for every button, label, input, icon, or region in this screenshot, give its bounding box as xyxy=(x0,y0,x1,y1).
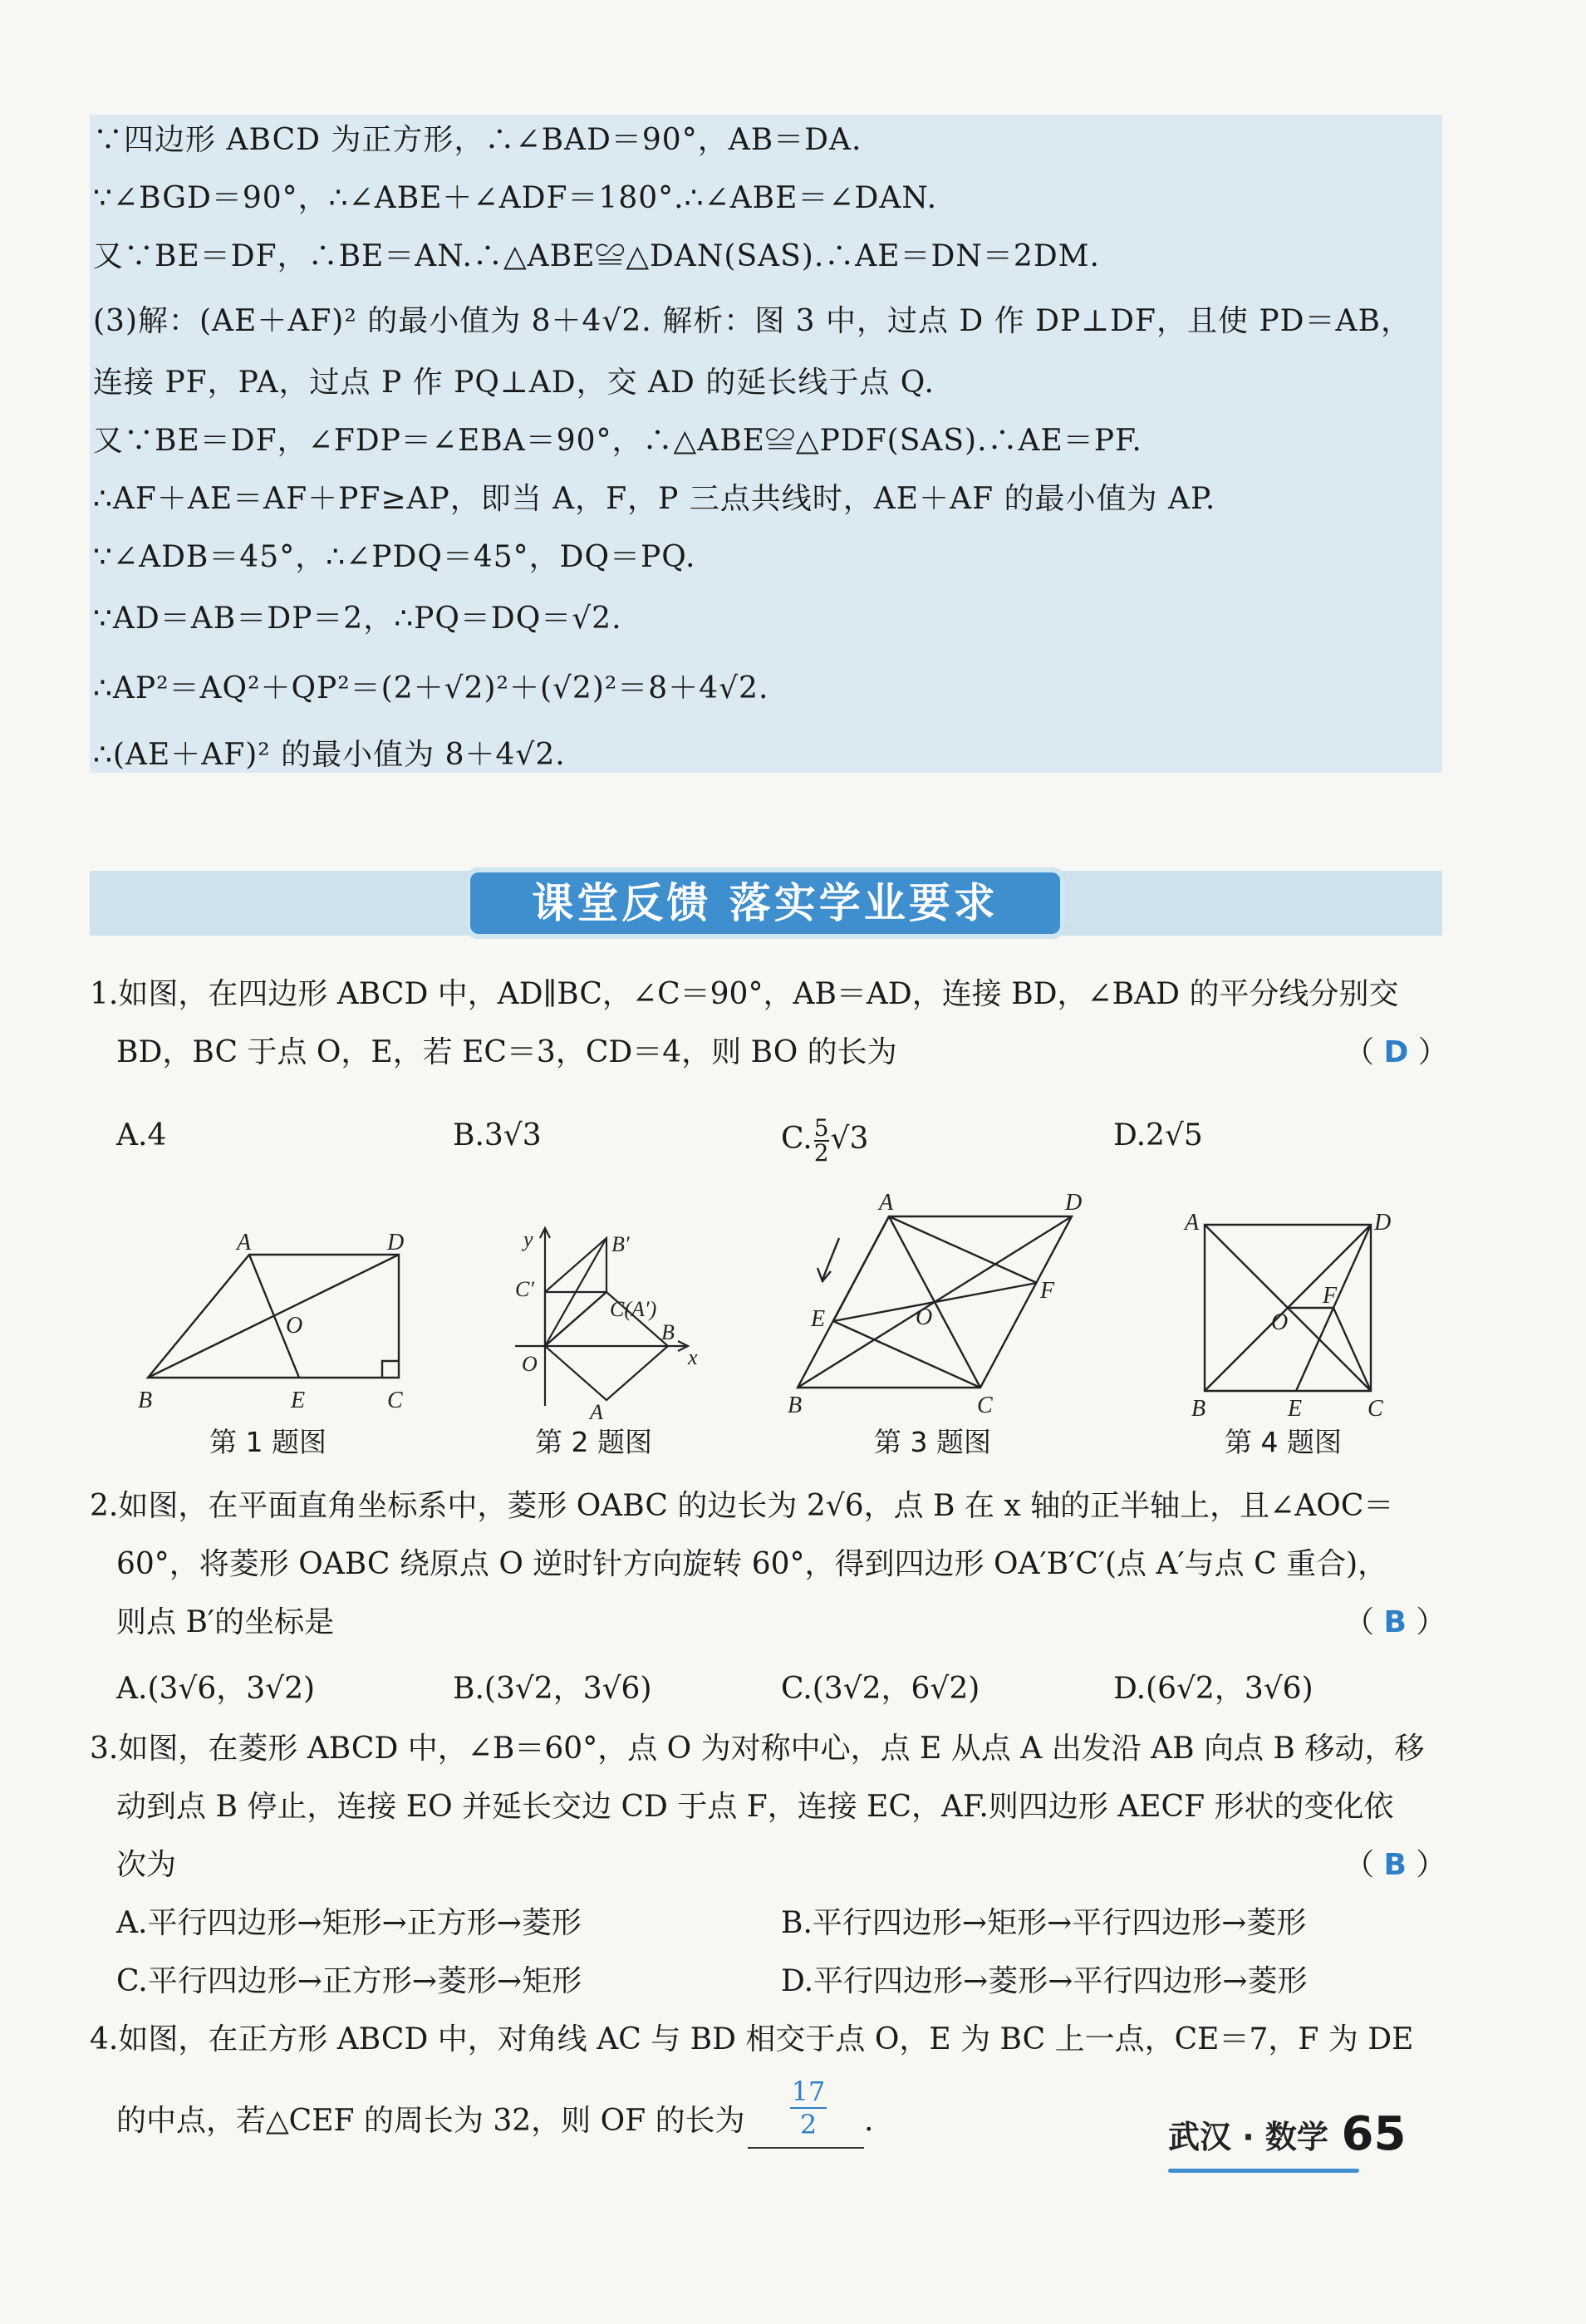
q4-answer-den: 2 xyxy=(799,2109,818,2140)
q1-option-c-fraction xyxy=(813,1114,829,1167)
q4-line2: 的中点，若△CEF 的周长为 32，则 OF 的长为 xyxy=(116,2104,745,2138)
fig3-label-b: B xyxy=(788,1393,803,1418)
fig1-label-o: O xyxy=(286,1313,303,1339)
solution-line: ∵∠BGD＝90°，∴∠ABE＋∠ADF＝180°.∴∠ABE＝∠DAN. xyxy=(93,181,938,215)
q3-answer-value: B xyxy=(1383,1848,1407,1882)
q1-option-a: A.4 xyxy=(116,1118,167,1152)
solution-line: 又∵BE＝DF，∠FDP＝∠EBA＝90°，∴△ABE≌△PDF(SAS).∴AE＝PF. xyxy=(93,424,1142,458)
fig2-label-x: x xyxy=(688,1345,698,1369)
fig3-label-d: D xyxy=(1065,1190,1083,1216)
q2-option-a: A.(3√6，3√2) xyxy=(116,1672,316,1706)
q3-option-a: A.平行四边形→矩形→正方形→菱形 xyxy=(116,1906,582,1940)
q2-line1: 2.如图，在平面直角坐标系中，菱形 OABC 的边长为 2√6，点 B 在 x 轴的正半轴上，且∠AOC＝ xyxy=(90,1489,1394,1523)
q4-answer-blank xyxy=(748,2147,864,2149)
figure-1-caption: 第 1 题图 xyxy=(209,1426,327,1458)
q1-line1: 1.如图，在四边形 ABCD 中，AD∥BC，∠C＝90°，AB＝AD，连接 BD，∠BAD 的平分线分别交 xyxy=(90,977,1399,1011)
fig3-label-c: C xyxy=(977,1393,993,1418)
solution-line: ∴(AE＋AF)² 的最小值为 8＋4√2. xyxy=(93,738,566,772)
q1-option-c-den: 2 xyxy=(813,1139,829,1167)
page-footer xyxy=(1168,2107,1406,2161)
fig2-label-o: O xyxy=(522,1352,538,1376)
q3-answer: （ B ） xyxy=(1344,1848,1446,1882)
q1-answer-value: D xyxy=(1383,1035,1409,1069)
fig4-label-a: A xyxy=(1185,1210,1200,1236)
q1-option-c-tail: √3 xyxy=(830,1122,869,1156)
fig1-label-a: A xyxy=(237,1230,252,1255)
fig1-label-d: D xyxy=(387,1230,405,1255)
q3-option-c: C.平行四边形→正方形→菱形→矩形 xyxy=(116,1964,582,1998)
fig3-label-o: O xyxy=(916,1304,933,1330)
fig1-label-b: B xyxy=(138,1388,153,1413)
fig2-label-a: A xyxy=(590,1400,603,1421)
q1-option-c-num: 5 xyxy=(813,1114,829,1142)
fig2-label-y: y xyxy=(523,1227,533,1251)
footer-underline xyxy=(1168,2169,1359,2173)
fig1-label-c: C xyxy=(387,1388,403,1413)
fig2-label-b-prime: B′ xyxy=(611,1232,630,1256)
figure-4-caption: 第 4 题图 xyxy=(1225,1426,1342,1458)
q4-line1: 4.如图，在正方形 ABCD 中，对角线 AC 与 BD 相交于点 O，E 为 BC 上一点，CE＝7，F 为 DE xyxy=(90,2022,1414,2056)
q1-option-c xyxy=(781,1114,869,1167)
q3-option-b: B.平行四边形→矩形→平行四边形→菱形 xyxy=(781,1906,1307,1940)
fig2-label-b: B xyxy=(661,1320,675,1344)
q3-line1: 3.如图，在菱形 ABCD 中，∠B＝60°，点 O 为对称中心，点 E 从点 A 出发沿 AB 向点 B 移动，移 xyxy=(90,1732,1425,1766)
q3-line3: 次为 xyxy=(116,1848,177,1882)
fig4-label-d: D xyxy=(1374,1210,1392,1236)
figure-2-caption: 第 2 题图 xyxy=(535,1426,652,1458)
q2-line2: 60°，将菱形 OABC 绕原点 O 逆时针方向旋转 60°，得到四边形 OA′B′C′(点 A′与点 C 重合)， xyxy=(116,1547,1388,1581)
page-number: 65 xyxy=(1341,2107,1407,2161)
q1-answer: （ D ） xyxy=(1344,1035,1448,1069)
q2-option-b: B.(3√2，3√6) xyxy=(453,1672,652,1706)
q2-answer-value: B xyxy=(1383,1605,1407,1639)
section-banner: 课堂反馈 落实学业要求 xyxy=(465,867,1065,939)
solution-line: ∵∠ADB＝45°，∴∠PDQ＝45°，DQ＝PQ. xyxy=(93,540,696,574)
q1-option-b: B.3√3 xyxy=(453,1118,542,1152)
q4-tail: . xyxy=(864,2104,874,2138)
fig4-label-c: C xyxy=(1367,1396,1383,1421)
fig2-label-c-a-prime: C(A′) xyxy=(610,1297,657,1321)
solution-line: 连接 PF，PA，过点 P 作 PQ⊥AD，交 AD 的延长线于点 Q. xyxy=(93,366,935,400)
figure-3-caption: 第 3 题图 xyxy=(874,1426,991,1458)
solution-line: ∵四边形 ABCD 为正方形，∴∠BAD＝90°，AB＝DA. xyxy=(93,123,862,157)
fig4-label-b: B xyxy=(1191,1396,1206,1421)
footer-book: 武汉 · 数学 xyxy=(1168,2119,1328,2155)
figure-4 xyxy=(1180,1205,1404,1421)
q1-line2: BD，BC 于点 O，E，若 EC＝3，CD＝4，则 BO 的长为 xyxy=(116,1035,897,1069)
q2-option-c: C.(3√2，6√2) xyxy=(781,1672,980,1706)
fig3-label-e: E xyxy=(811,1306,826,1332)
fig2-label-c-prime: C′ xyxy=(515,1277,535,1301)
q4-answer-num: 17 xyxy=(791,2076,826,2107)
q1-option-d: D.2√5 xyxy=(1113,1118,1203,1152)
fig4-label-o: O xyxy=(1271,1309,1289,1335)
figure-1 xyxy=(133,1221,432,1421)
solution-line: ∴AF＋AE＝AF＋PF≥AP，即当 A，F，P 三点共线时，AE＋AF 的最小值为 AP. xyxy=(93,482,1216,516)
q2-line3: 则点 B′的坐标是 xyxy=(116,1605,335,1639)
q2-answer: （ B ） xyxy=(1344,1605,1446,1639)
solution-line: ∵AD＝AB＝DP＝2，∴PQ＝DQ＝√2. xyxy=(93,602,622,636)
q1-option-c-label: C. xyxy=(781,1122,813,1156)
fig4-label-f: F xyxy=(1323,1283,1338,1309)
fig3-label-a: A xyxy=(879,1190,894,1216)
q3-line2: 动到点 B 停止，连接 EO 并延长交边 CD 于点 F，连接 EC，AF.则四边形 AECF 形状的变化依 xyxy=(116,1790,1394,1824)
solution-line: (3)解：(AE＋AF)² 的最小值为 8＋4√2. 解析：图 3 中，过点 D 作 DP⊥DF，且使 PD＝AB， xyxy=(93,304,1412,338)
figure-3 xyxy=(781,1188,1113,1421)
solution-line: 又∵BE＝DF，∴BE＝AN.∴△ABE≌△DAN(SAS).∴AE＝DN＝2DM. xyxy=(93,239,1100,273)
fig4-label-e: E xyxy=(1288,1396,1303,1421)
solution-line: ∴AP²＝AQ²＋QP²＝(2＋√2)²＋(√2)²＝8＋4√2. xyxy=(93,671,769,705)
fig1-label-e: E xyxy=(291,1388,306,1413)
q3-option-d: D.平行四边形→菱形→平行四边形→菱形 xyxy=(781,1964,1308,1998)
q4-answer-fraction xyxy=(754,2076,862,2140)
figure-2 xyxy=(498,1213,714,1421)
q2-option-d: D.(6√2，3√6) xyxy=(1113,1672,1313,1706)
fig3-label-f: F xyxy=(1040,1278,1055,1304)
